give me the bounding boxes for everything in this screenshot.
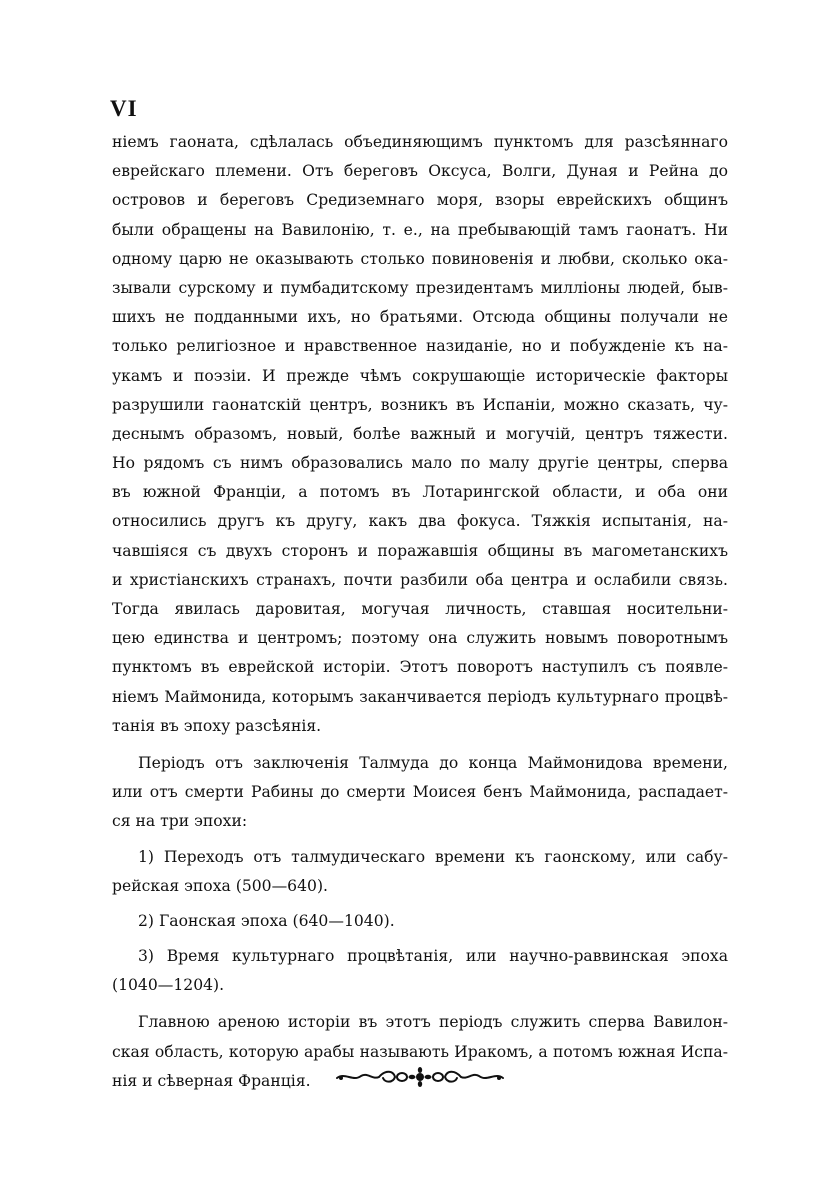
- text-line: цею единства и центромъ; поэтому она служить новымъ поворотнымъ: [112, 629, 728, 648]
- text-line: (1040—1204).: [112, 976, 225, 995]
- flourish-ornament-icon: [335, 1066, 505, 1092]
- text-line: укамъ и поэзіи. И прежде чѣмъ сокрушающіе историческіе факторы: [112, 366, 728, 385]
- text-line: 2) Гаонская эпоха (640—1040).: [138, 911, 395, 930]
- text-line: деснымъ образомъ, новый, болѣе важный и могучій, центръ тяжести.: [112, 424, 728, 443]
- text-line: шихъ не подданными ихъ, но братьями. Отсюда общины получали не: [112, 308, 728, 327]
- text-line: относились другъ къ другу, какъ два фокуса. Тяжкія испытанія, на-: [112, 512, 728, 531]
- text-line: пунктомъ въ еврейской исторіи. Этотъ поворотъ наступилъ съ появле-: [112, 658, 728, 677]
- text-line: Но рядомъ съ нимъ образовались мало по малу другіе центры, сперва: [112, 454, 728, 473]
- text-line: разрушили гаонатскій центръ, возникъ въ Испаніи, можно сказать, чу-: [112, 395, 728, 414]
- text-line: и христіанскихъ странахъ, почти разбили оба центра и ослабили связь.: [112, 570, 728, 589]
- text-line: одному царю не оказывають столько повиновенія и любви, сколько ока-: [112, 249, 728, 268]
- text-line: Тогда явилась даровитая, могучая личность, ставшая носительни-: [112, 600, 728, 618]
- text-line: островов и береговъ Средиземнаго моря, взоры еврейскихъ общинъ: [112, 191, 728, 210]
- text-line: зывали сурскому и пумбадитскому президентамъ милліоны людей, быв-: [112, 278, 728, 297]
- text-line: ніемъ Маймонида, которымъ заканчивается періодъ культурнаго процвѣ-: [112, 687, 728, 706]
- text-line: рейская эпоха (500—640).: [112, 876, 328, 895]
- text-line: чавшіяся съ двухъ сторонъ и поражавшія общины въ магометанскихъ: [112, 541, 728, 560]
- text-line: были обращены на Вавилонію, т. е., на пребывающій тамъ гаонатъ. Ни: [112, 220, 728, 239]
- text-line: еврейскаго племени. Отъ береговъ Оксуса, Волги, Дуная и Рейна до: [112, 162, 728, 181]
- page-number: VI: [110, 96, 138, 121]
- text-line: только религіозное и нравственное назиданіе, но и побужденіе къ на-: [112, 337, 728, 356]
- text-line: или отъ смерти Рабины до смерти Моисея бенъ Маймонида, распадает-: [112, 783, 728, 802]
- paragraph-2: [112, 749, 728, 837]
- epoch-item-3: [112, 942, 728, 1000]
- epoch-item-1: [112, 843, 728, 901]
- text-line: Періодъ отъ заключенія Талмуда до конца Маймонидова времени,: [138, 753, 728, 772]
- text-line: нія и сѣверная Франція.: [112, 1071, 311, 1090]
- paragraph-1: [112, 128, 728, 741]
- text-line: ніемъ гаоната, сдѣлалась объединяющимъ пунктомъ для разсѣяннаго: [112, 133, 728, 151]
- text-line: ся на три эпохи:: [112, 812, 248, 831]
- text-line: ская область, которую арабы называють Иракомъ, а потомъ южная Испа-: [112, 1042, 728, 1061]
- text-line: 3) Время культурнаго процвѣтанія, или научно-раввинская эпоха: [138, 947, 728, 966]
- text-line: въ южной Франціи, а потомъ въ Лотарингской области, и оба они: [112, 483, 728, 502]
- epoch-item-2: [112, 907, 728, 936]
- body-text: [112, 128, 728, 1096]
- text-line: Главною ареною исторіи въ этотъ періодъ служить сперва Вавилон-: [138, 1013, 728, 1032]
- text-line: 1) Переходъ отъ талмудическаго времени къ гаонскому, или сабу-: [138, 847, 728, 866]
- text-line: танія въ эпоху разсѣянія.: [112, 716, 322, 735]
